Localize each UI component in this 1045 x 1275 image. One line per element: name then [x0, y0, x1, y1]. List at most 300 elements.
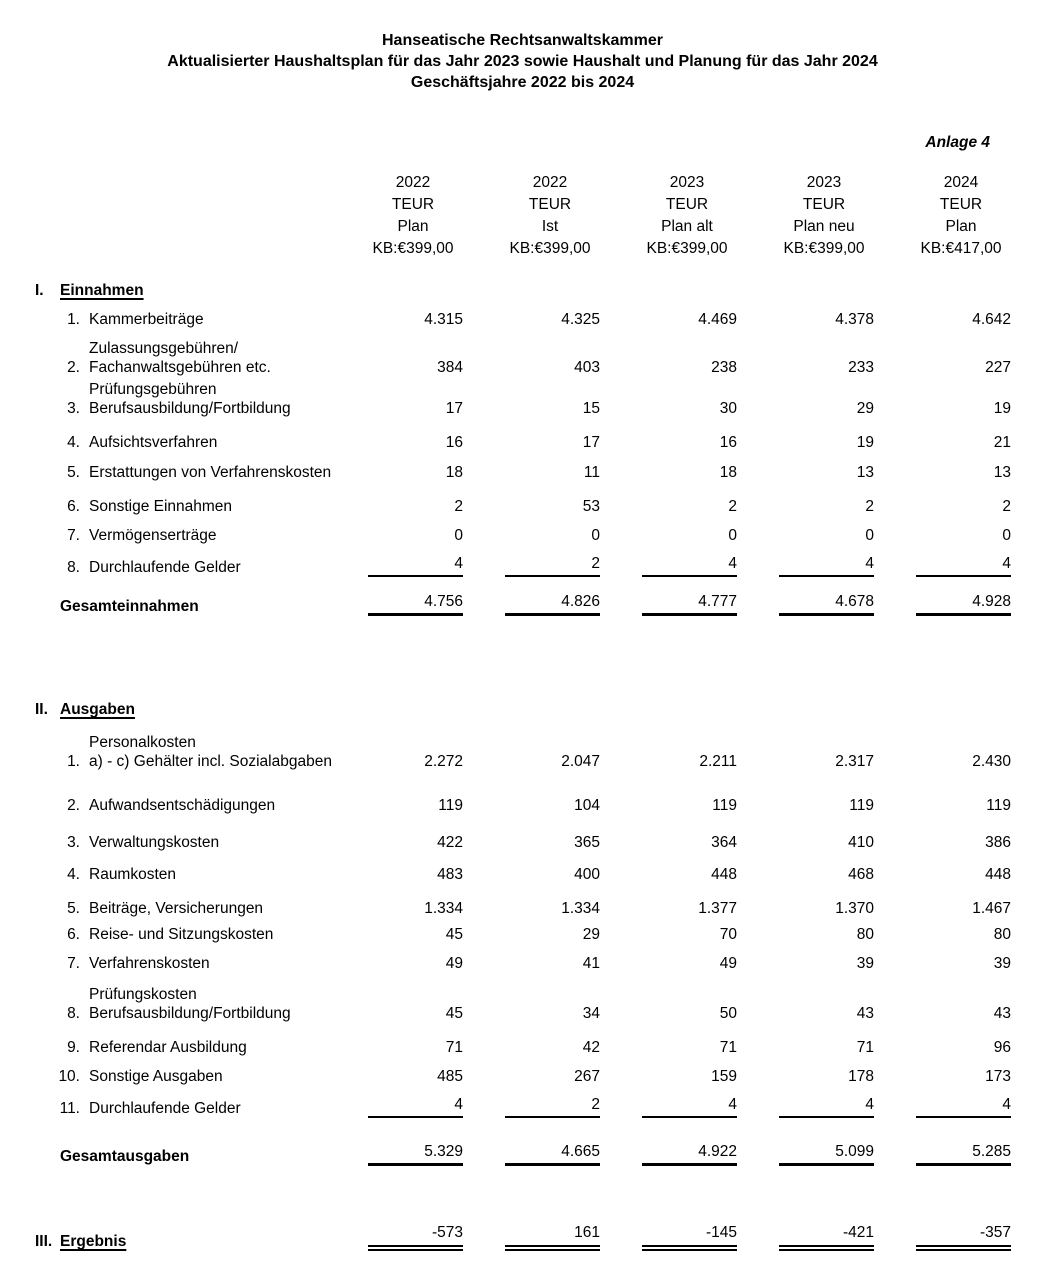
- row-label-line: Kammerbeiträge: [89, 311, 204, 328]
- cell-value: 4.315: [424, 311, 463, 328]
- total-label: Gesamtausgaben: [60, 1148, 190, 1165]
- cell-value: 39: [856, 955, 874, 972]
- cell-value: 0: [865, 527, 874, 544]
- table-row: [35, 1038, 1045, 1057]
- row-label-line: Prüfungskosten: [89, 986, 197, 1003]
- cell-value: 39: [993, 955, 1011, 972]
- row-label-line: Fachanwaltsgebühren etc.: [89, 359, 271, 376]
- section-rows: [35, 310, 1045, 577]
- value-cell: [874, 526, 1011, 545]
- row-label-cell: [35, 433, 326, 452]
- row-label-cell: [35, 925, 326, 944]
- value-cell: [600, 310, 737, 329]
- value-cell: [326, 1038, 463, 1057]
- value-cell: [326, 752, 463, 771]
- cell-value: 468: [848, 866, 874, 883]
- cell-value: 4.469: [698, 311, 737, 328]
- row-label-cell: [35, 339, 326, 377]
- row-label: [89, 339, 271, 377]
- result-value: -421: [779, 1223, 874, 1251]
- row-label-cell: [35, 497, 326, 516]
- section-numeral: I.: [35, 282, 44, 299]
- total-label-cell: [35, 597, 326, 616]
- value-cell: [874, 433, 1011, 452]
- cell-value: 4: [642, 1095, 737, 1118]
- cell-value: 4: [916, 554, 1011, 577]
- row-label-cell: [35, 1038, 326, 1057]
- value-cell: [600, 399, 737, 418]
- value-cell: [600, 1095, 737, 1118]
- cell-value: 45: [445, 1005, 463, 1022]
- table-row: [35, 497, 1045, 516]
- value-cell: [326, 358, 463, 377]
- title-line-1: Hanseatische Rechtsanwaltskammer: [381, 32, 664, 49]
- cell-value: 4: [642, 554, 737, 577]
- value-cell: [737, 796, 874, 815]
- value-cell: [874, 899, 1011, 918]
- value-cell: [326, 833, 463, 852]
- section-header: [35, 700, 1045, 719]
- cell-value: 13: [993, 464, 1011, 481]
- row-label-line: Referendar Ausbildung: [89, 1039, 247, 1056]
- total-value-cell: [874, 592, 1011, 616]
- column-type: Ist: [541, 218, 559, 235]
- column-header-2022-plan: [326, 172, 463, 260]
- value-cell: [600, 358, 737, 377]
- row-number: 9.: [67, 1039, 80, 1056]
- value-cell: [737, 399, 874, 418]
- value-cell: [463, 554, 600, 577]
- table-row: [35, 380, 1045, 418]
- cell-value: 18: [719, 464, 737, 481]
- row-label-line: Vermögenserträge: [89, 527, 217, 544]
- cell-value: 1.334: [424, 900, 463, 917]
- value-cell: [600, 463, 737, 482]
- row-label: [89, 463, 331, 482]
- value-cell: [874, 796, 1011, 815]
- table-row: [35, 733, 1045, 771]
- value-cell: [463, 463, 600, 482]
- result-label: Ergebnis: [60, 1233, 127, 1250]
- cell-value: 119: [849, 797, 874, 814]
- row-label-cell: [35, 833, 326, 852]
- table-body: [35, 281, 1045, 1166]
- result-row: [35, 1223, 1045, 1251]
- cell-value: 80: [856, 926, 874, 943]
- cell-value: 4.642: [972, 311, 1011, 328]
- cell-value: 71: [856, 1039, 874, 1056]
- total-value: 5.329: [368, 1142, 463, 1166]
- row-label: [89, 310, 204, 329]
- cell-value: 19: [993, 400, 1011, 417]
- value-cell: [463, 1038, 600, 1057]
- row-label-cell: [35, 733, 332, 771]
- cell-value: 43: [993, 1005, 1011, 1022]
- row-number: 6.: [67, 926, 80, 943]
- row-label: [89, 925, 273, 944]
- row-label-line: Aufwandsentschädigungen: [89, 797, 276, 814]
- value-cell: [874, 554, 1011, 577]
- cell-value: 4.325: [561, 311, 600, 328]
- column-type: Plan: [945, 218, 977, 235]
- row-number: 5.: [67, 464, 80, 481]
- value-cell: [326, 463, 463, 482]
- cell-value: 159: [711, 1068, 737, 1085]
- cell-value: 0: [591, 527, 600, 544]
- total-value: 4.777: [642, 592, 737, 616]
- value-cell: [600, 1004, 737, 1023]
- row-label-line: Berufsausbildung/Fortbildung: [89, 400, 291, 417]
- table-row: [35, 1095, 1045, 1118]
- cell-value: 13: [856, 464, 874, 481]
- cell-value: 403: [574, 359, 600, 376]
- value-cell: [874, 310, 1011, 329]
- row-label-line: Verfahrenskosten: [89, 955, 210, 972]
- value-cell: [463, 796, 600, 815]
- row-label-cell: [35, 310, 326, 329]
- total-value-cell: [326, 592, 463, 616]
- column-unit: TEUR: [528, 196, 572, 213]
- title-line-2: Aktualisierter Haushaltsplan für das Jahr 2023 sowie Haushalt und Planung für das Jahr 2024: [167, 53, 878, 70]
- result-value: -145: [642, 1223, 737, 1251]
- cell-value: 364: [711, 834, 737, 851]
- table-row: [35, 796, 1045, 815]
- row-number: 2.: [67, 359, 80, 376]
- value-cell: [874, 463, 1011, 482]
- table-row: [35, 433, 1045, 452]
- value-cell: [874, 954, 1011, 973]
- cell-value: 2: [505, 554, 600, 577]
- cell-value: 104: [574, 797, 600, 814]
- value-cell: [600, 554, 737, 577]
- table-row: [35, 925, 1045, 944]
- value-cell: [326, 526, 463, 545]
- row-label-cell: [35, 1099, 326, 1118]
- cell-value: 178: [848, 1068, 874, 1085]
- value-cell: [874, 865, 1011, 884]
- value-cell: [874, 925, 1011, 944]
- annex-label: Anlage 4: [925, 134, 990, 151]
- value-cell: [874, 1004, 1011, 1023]
- cell-value: 2: [454, 498, 463, 515]
- section-rows: [35, 733, 1045, 1118]
- cell-value: 2: [1002, 498, 1011, 515]
- row-label: [89, 733, 332, 771]
- column-type: Plan neu: [793, 218, 855, 235]
- cell-value: 16: [445, 434, 463, 451]
- row-label-line: Beiträge, Versicherungen: [89, 900, 264, 917]
- cell-value: 365: [574, 834, 600, 851]
- row-label: [89, 380, 291, 418]
- row-label: [89, 954, 210, 973]
- column-unit: TEUR: [391, 196, 435, 213]
- budget-table: [0, 172, 1045, 1251]
- value-cell: [737, 1038, 874, 1057]
- cell-value: 119: [712, 797, 737, 814]
- row-label-line: Zulassungsgebühren/: [89, 340, 239, 357]
- value-cell: [737, 833, 874, 852]
- value-cell: [463, 433, 600, 452]
- value-cell: [600, 752, 737, 771]
- cell-value: 21: [993, 434, 1011, 451]
- cell-value: 1.377: [698, 900, 737, 917]
- table-row: [35, 954, 1045, 973]
- cell-value: 267: [574, 1068, 600, 1085]
- column-kb: KB:€417,00: [920, 240, 1002, 257]
- column-year: 2022: [532, 174, 568, 191]
- cell-value: 1.467: [972, 900, 1011, 917]
- total-row: [35, 592, 1045, 616]
- cell-value: 42: [582, 1039, 600, 1056]
- total-value: 4.826: [505, 592, 600, 616]
- column-type: Plan alt: [661, 218, 713, 235]
- result-value-cell: [874, 1223, 1011, 1251]
- value-cell: [463, 399, 600, 418]
- row-label-line: Sonstige Einnahmen: [89, 498, 233, 515]
- cell-value: 2.317: [835, 753, 874, 770]
- table-row: [35, 865, 1045, 884]
- row-label-line: Prüfungsgebühren: [89, 381, 217, 398]
- cell-value: 50: [719, 1005, 737, 1022]
- column-header-2024-plan: [874, 172, 1011, 260]
- row-number: 2.: [67, 797, 80, 814]
- result-value-cell: [600, 1223, 737, 1251]
- cell-value: 238: [711, 359, 737, 376]
- value-cell: [326, 554, 463, 577]
- column-unit: TEUR: [939, 196, 983, 213]
- document-title: [0, 30, 1045, 93]
- table-row: [35, 463, 1045, 482]
- result-value: 161: [505, 1223, 600, 1251]
- row-label-line: Personalkosten: [89, 734, 196, 751]
- row-number: 3.: [67, 834, 80, 851]
- row-number: 4.: [67, 866, 80, 883]
- row-label-cell: [35, 899, 326, 918]
- value-cell: [600, 796, 737, 815]
- column-year: 2024: [943, 174, 979, 191]
- row-number: 1.: [67, 311, 80, 328]
- cell-value: 410: [848, 834, 874, 851]
- cell-value: 4: [916, 1095, 1011, 1118]
- row-label: [89, 1099, 241, 1118]
- row-label-cell: [35, 558, 326, 577]
- value-cell: [326, 954, 463, 973]
- value-cell: [326, 497, 463, 516]
- value-cell: [600, 925, 737, 944]
- cell-value: 2: [505, 1095, 600, 1118]
- value-cell: [326, 310, 463, 329]
- cell-value: 173: [985, 1068, 1011, 1085]
- row-label: [89, 865, 176, 884]
- value-cell: [737, 554, 874, 577]
- table-row: [35, 833, 1045, 852]
- cell-value: 386: [985, 834, 1011, 851]
- column-type: Plan: [397, 218, 429, 235]
- row-label: [89, 526, 217, 545]
- cell-value: 16: [719, 434, 737, 451]
- row-label-line: Berufsausbildung/Fortbildung: [89, 1005, 291, 1022]
- column-year: 2023: [806, 174, 842, 191]
- value-cell: [326, 433, 463, 452]
- table-row: [35, 339, 1045, 377]
- value-cell: [737, 310, 874, 329]
- cell-value: 2: [865, 498, 874, 515]
- column-year: 2023: [669, 174, 705, 191]
- row-label-line: Reise- und Sitzungskosten: [89, 926, 274, 943]
- value-cell: [463, 310, 600, 329]
- row-number: 4.: [67, 434, 80, 451]
- value-cell: [600, 954, 737, 973]
- value-cell: [737, 1004, 874, 1023]
- row-label-cell: [35, 1067, 326, 1086]
- value-cell: [326, 1095, 463, 1118]
- section-header: [35, 281, 1045, 300]
- value-cell: [874, 1067, 1011, 1086]
- section-numeral: II.: [35, 701, 48, 718]
- total-value-cell: [600, 592, 737, 616]
- row-label-cell: [35, 954, 326, 973]
- column-unit: TEUR: [802, 196, 846, 213]
- value-cell: [600, 1067, 737, 1086]
- value-cell: [737, 463, 874, 482]
- cell-value: 18: [445, 464, 463, 481]
- value-cell: [737, 526, 874, 545]
- value-cell: [737, 954, 874, 973]
- total-value: 5.099: [779, 1142, 874, 1166]
- cell-value: 71: [719, 1039, 737, 1056]
- value-cell: [463, 752, 600, 771]
- cell-value: 4: [779, 1095, 874, 1118]
- cell-value: 1.334: [561, 900, 600, 917]
- value-cell: [326, 399, 463, 418]
- cell-value: 4: [368, 1095, 463, 1118]
- value-cell: [463, 925, 600, 944]
- row-label-line: Durchlaufende Gelder: [89, 559, 241, 576]
- cell-value: 2: [728, 498, 737, 515]
- row-number: 10.: [58, 1068, 80, 1085]
- cell-value: 233: [848, 359, 874, 376]
- row-number: 8.: [67, 559, 80, 576]
- result-value-cell: [737, 1223, 874, 1251]
- cell-value: 400: [574, 866, 600, 883]
- value-cell: [874, 1038, 1011, 1057]
- cell-value: 96: [993, 1039, 1011, 1056]
- value-cell: [600, 865, 737, 884]
- row-label-cell: [35, 865, 326, 884]
- value-cell: [326, 925, 463, 944]
- row-label-line: Durchlaufende Gelder: [89, 1100, 241, 1117]
- value-cell: [463, 954, 600, 973]
- cell-value: 448: [711, 866, 737, 883]
- cell-value: 483: [437, 866, 463, 883]
- row-number: 11.: [59, 1100, 80, 1117]
- cell-value: 2.430: [972, 753, 1011, 770]
- value-cell: [737, 925, 874, 944]
- total-value: 4.665: [505, 1142, 600, 1166]
- row-label: [89, 796, 275, 815]
- cell-value: 49: [445, 955, 463, 972]
- column-header-2023-plan-neu: [737, 172, 874, 260]
- row-label-line: Erstattungen von Verfahrenskosten: [89, 464, 332, 481]
- value-cell: [737, 497, 874, 516]
- row-label-line: a) - c) Gehälter incl. Sozialabgaben: [89, 753, 332, 770]
- row-label: [89, 1038, 247, 1057]
- row-number: 3.: [67, 400, 80, 417]
- value-cell: [463, 526, 600, 545]
- value-cell: [737, 433, 874, 452]
- cell-value: 70: [719, 926, 737, 943]
- row-label: [89, 433, 217, 452]
- row-number: 7.: [67, 955, 80, 972]
- row-number: 6.: [67, 498, 80, 515]
- total-value-cell: [463, 1142, 600, 1166]
- cell-value: 15: [582, 400, 600, 417]
- value-cell: [737, 752, 874, 771]
- row-number: 7.: [67, 527, 80, 544]
- value-cell: [326, 796, 463, 815]
- value-cell: [463, 1004, 600, 1023]
- column-header-row: [35, 172, 1045, 260]
- table-row: [35, 985, 1045, 1023]
- total-value: 4.922: [642, 1142, 737, 1166]
- value-cell: [600, 526, 737, 545]
- total-value: 4.678: [779, 592, 874, 616]
- row-label: [89, 497, 232, 516]
- column-kb: KB:€399,00: [509, 240, 591, 257]
- column-unit: TEUR: [665, 196, 709, 213]
- column-kb: KB:€399,00: [372, 240, 454, 257]
- value-cell: [874, 1095, 1011, 1118]
- cell-value: 49: [719, 955, 737, 972]
- value-cell: [737, 1095, 874, 1118]
- value-cell: [874, 358, 1011, 377]
- column-year: 2022: [395, 174, 431, 191]
- cell-value: 34: [582, 1005, 600, 1022]
- row-number: 5.: [67, 900, 80, 917]
- row-label-line: Verwaltungskosten: [89, 834, 220, 851]
- cell-value: 1.370: [835, 900, 874, 917]
- table-row: [35, 1067, 1045, 1086]
- total-value-cell: [326, 1142, 463, 1166]
- value-cell: [463, 497, 600, 516]
- row-label: [89, 558, 241, 577]
- cell-value: 17: [582, 434, 600, 451]
- cell-value: 0: [728, 527, 737, 544]
- cell-value: 80: [993, 926, 1011, 943]
- value-cell: [600, 899, 737, 918]
- cell-value: 43: [856, 1005, 874, 1022]
- row-number: 1.: [67, 753, 80, 770]
- cell-value: 422: [437, 834, 463, 851]
- cell-value: 45: [445, 926, 463, 943]
- value-cell: [326, 865, 463, 884]
- table-row: [35, 554, 1045, 577]
- value-cell: [874, 399, 1011, 418]
- value-cell: [463, 865, 600, 884]
- value-cell: [737, 865, 874, 884]
- column-header-2022-ist: [463, 172, 600, 260]
- title-line-3: Geschäftsjahre 2022 bis 2024: [410, 74, 635, 91]
- cell-value: 119: [438, 797, 463, 814]
- cell-value: 41: [582, 955, 600, 972]
- value-cell: [463, 358, 600, 377]
- cell-value: 119: [986, 797, 1011, 814]
- result-value: -573: [368, 1223, 463, 1251]
- value-cell: [874, 752, 1011, 771]
- row-label-cell: [35, 380, 326, 418]
- cell-value: 71: [445, 1039, 463, 1056]
- result-numeral: III.: [35, 1233, 53, 1250]
